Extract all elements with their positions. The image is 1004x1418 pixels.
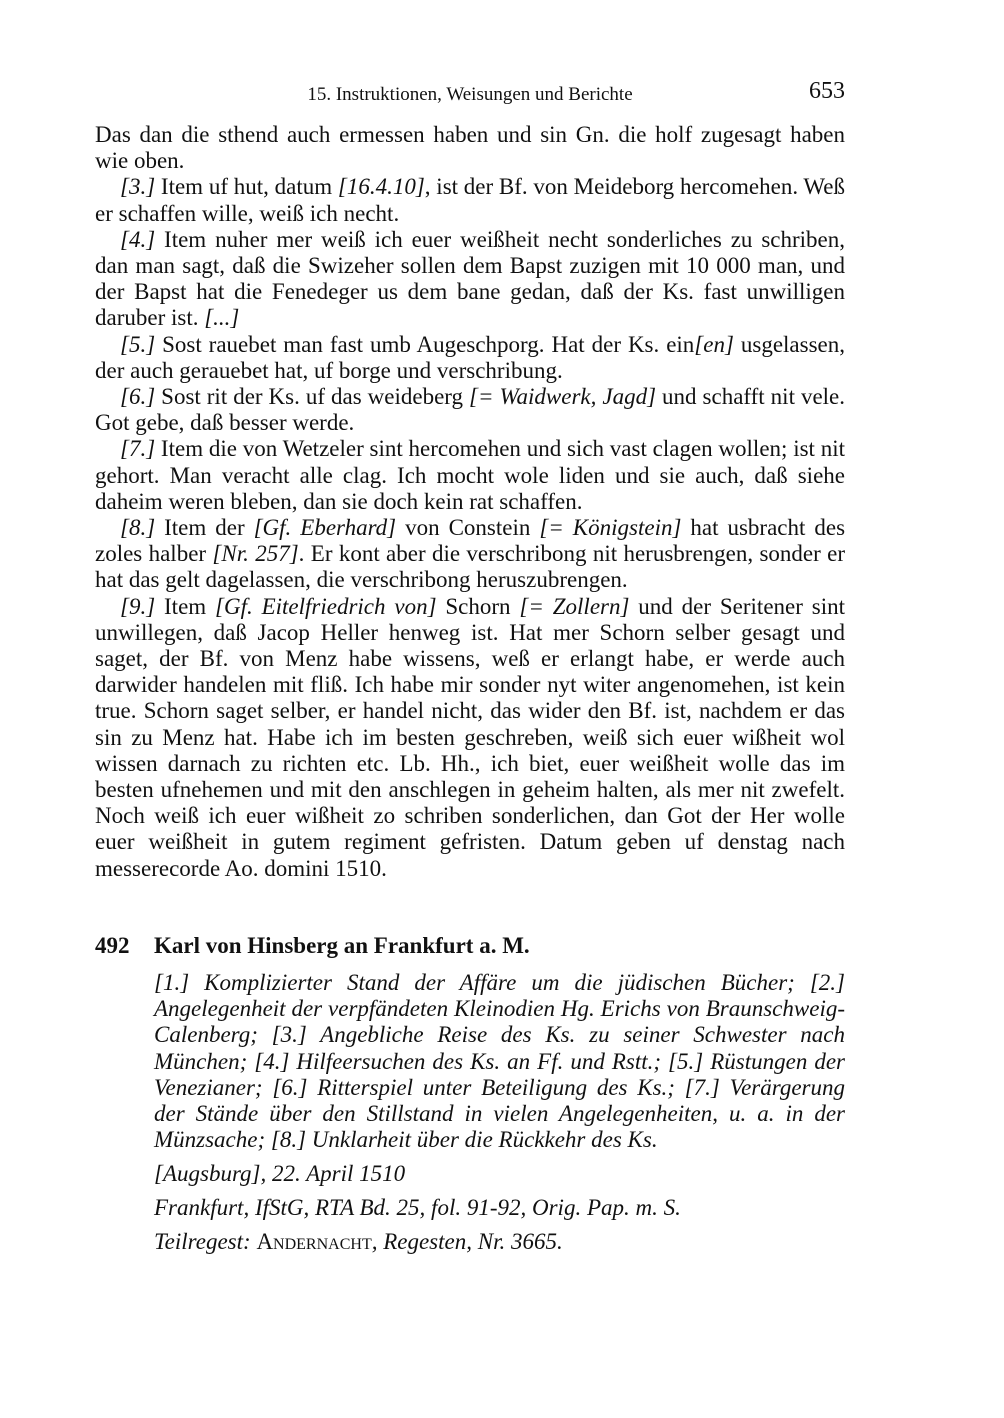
paragraph-text: Das dan die sthend auch ermessen haben und sin Gn. die holf zugesagt haben wie oben. <box>95 122 845 174</box>
document-number: 492 <box>95 932 130 958</box>
letter-text <box>95 122 845 882</box>
document-date: [Augsburg], 22. April 1510 <box>154 1161 406 1187</box>
paragraph-5 <box>95 332 845 384</box>
editorial-note: [Nr. 257] <box>212 541 299 567</box>
paragraph-6 <box>95 384 845 436</box>
regest-reference: , Regesten, Nr. 3665. <box>371 1229 563 1255</box>
document-heading <box>95 932 845 960</box>
paragraph-text: von Constein <box>396 515 540 541</box>
paragraph-text: hat usbracht des zoles halber <box>95 515 846 567</box>
paragraph-3 <box>95 174 845 226</box>
paragraph-intro <box>95 122 845 174</box>
paragraph-text: Sost rit der Ks. uf das weideberg <box>155 384 470 410</box>
paragraph-text: Item uf hut, datum <box>155 174 338 200</box>
document-summary: [1.] Komplizierter Stand der Affäre um die jüdischen Bücher; [2.] Angelegenheit der verpfändeten Kleinodien Hg. Erichs von Braunschweig-Calenberg; [3.] Angebliche Reise des Ks. zu seiner Schwester nach München; [4.] Hilfeersuchen des Ks. an Ff. und Rstt.; [5.] Rüstungen der Venezianer; [6.] Ritterspiel unter Beteiligung des Ks.; [7.] Verärgerung der Stände über den Stillstand in vielen Angelegenheiten, u. a. in der Münzsache; [8.] Unklarheit über die Rückkehr des Ks. <box>154 969 845 1153</box>
regest-author: Andernacht <box>256 1229 372 1255</box>
editorial-note: [= Zollern] <box>519 593 630 619</box>
paragraph-text: und der Seritener sint unwillegen, daß Jacop Heller henweg ist. Hat mer Schorn selber gesagt und saget, der Bf. von Menz habe wissens, weß er erlangt habe, er werde auch darwider handelen mit fliß. Ich habe mir sonder nyt witer angenomehen, ist kein true. Schorn saget selber, er handel nicht, das wider den Bf. ist, nachdem er das sin zu Menz hat. Habe ich im besten geschreben, weiß sich euer wißheit wol wissen darnach zu richten etc. Lb. Hh., ich biet, euer weißheit wolle das im besten ufnehemen und mit den anschlegen in geheim halten, als mer nit zwefelt. Noch weiß ich euer wißheit zo schriben sonderlichen, dan Got der Her wolle euer weißheit in gutem regiment gefristen. Datum geben uf denstag nach messerecorde Ao. domini 1510. <box>95 593 845 881</box>
document-apparatus <box>154 970 845 1255</box>
regest-label: Teilregest: <box>154 1229 257 1255</box>
paragraph-4 <box>95 227 845 332</box>
editorial-note: [16.4.10] <box>337 174 425 200</box>
paragraph-number: [4.] <box>120 226 156 252</box>
paragraph-text: Item nuher mer weiß ich euer weißheit necht sonderliches zu schriben, dan man sagt, daß die Swizeher sollen dem Bapst zuzigen mit 10 000 man, und der Bapst hat die Fenedeger us dem bane gedan, daß der Ks. fast unwilligen daruber ist. <box>95 226 845 331</box>
page-number: 653 <box>809 78 845 104</box>
paragraph-text: . Er kont aber die verschribong nit herusbrengen, sonder er hat das gelt dagelassen, die verschribong heruszubrengen. <box>95 541 845 593</box>
paragraph-text: Sost rauebet man fast umb Augeschporg. Hat der Ks. ein <box>155 331 695 357</box>
editorial-note: [Gf. Eitelfriedrich von] <box>215 593 437 619</box>
running-header <box>95 78 845 112</box>
page <box>95 78 845 1255</box>
paragraph-7 <box>95 436 845 515</box>
editorial-note: [= Königstein] <box>539 515 682 541</box>
paragraph-text: Item die von Wetzeler sint hercomehen und sich vast clagen wollen; ist nit gehort. Man veracht alle clag. Ich mocht wole liden und sie auch, daß siehe daheim weren bleben, dan sie doch kein rat schaffen. <box>95 436 845 514</box>
paragraph-number: [7.] <box>120 436 156 462</box>
document-source: Frankfurt, IfStG, RTA Bd. 25, fol. 91-92, Orig. Pap. m. S. <box>154 1195 681 1221</box>
paragraph-8 <box>95 515 845 594</box>
editorial-note: [Gf. Eberhard] <box>253 515 397 541</box>
editorial-note: [en] <box>694 331 734 357</box>
editorial-note: [...] <box>204 305 240 331</box>
paragraph-text: usgelassen, der auch gerauebet hat, uf borge und verschribung. <box>95 331 845 383</box>
paragraph-text: , ist der Bf. von Meideborg hercomehen. Weß er schaffen wille, weiß ich necht. <box>95 174 845 226</box>
paragraph-text: Schorn <box>436 593 520 619</box>
document-title: Karl von Hinsberg an Frankfurt a. M. <box>154 932 530 958</box>
paragraph-text: Item <box>155 593 216 619</box>
paragraph-number: [8.] <box>120 515 156 541</box>
paragraph-number: [6.] <box>120 384 156 410</box>
paragraph-9 <box>95 594 845 882</box>
paragraph-text: und schafft nit vele. Got gebe, daß besser werde. <box>95 384 846 436</box>
paragraph-number: [3.] <box>120 174 156 200</box>
paragraph-number: [5.] <box>120 331 156 357</box>
running-title: 15. Instruktionen, Weisungen und Berichte <box>307 84 633 105</box>
document-regest <box>154 1229 845 1255</box>
paragraph-text: Item der <box>155 515 254 541</box>
editorial-note: [= Waidwerk, Jagd] <box>469 384 657 410</box>
paragraph-number: [9.] <box>120 593 156 619</box>
